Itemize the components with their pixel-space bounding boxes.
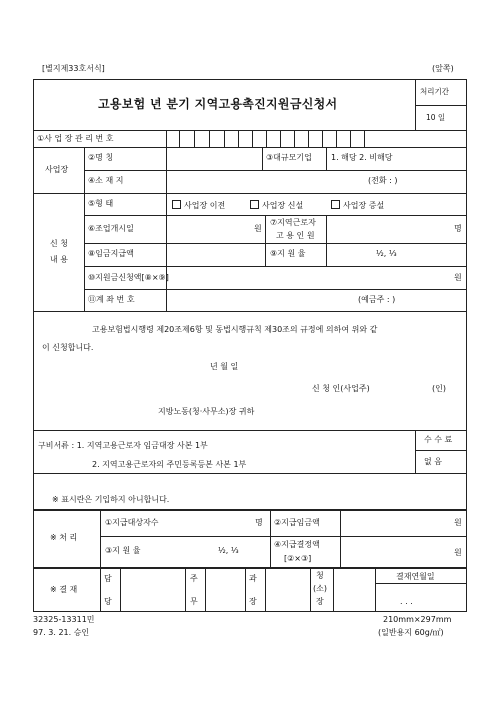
decided-amount-unit: 원 <box>454 548 462 557</box>
form-code: 32325-13311민 <box>33 615 95 624</box>
paper-type: (일반용지 60g/㎡) <box>378 628 444 637</box>
paper-size: 210mm×297mm <box>383 615 452 624</box>
approval-director-top: 청 <box>316 571 324 580</box>
process-rate-value: ½, ⅓ <box>218 546 239 555</box>
form-title: 고용보험 년 분기 지역고용촉진지원금신청서 <box>98 97 338 111</box>
workplace-name-label: ②명 칭 <box>88 153 114 162</box>
fee-value: 없 음 <box>424 457 442 466</box>
amount-label: ⑩지원금신청액[⑧×⑨] <box>88 273 169 282</box>
type-label: ⑤형 태 <box>88 199 114 208</box>
depositor-field[interactable]: (예금주 : ) <box>358 295 396 304</box>
checkbox[interactable] <box>172 200 181 209</box>
approval-chief-bottom: 무 <box>190 597 198 606</box>
fee-label: 수 수 료 <box>424 435 453 444</box>
statement-line-2: 이 신청합니다. <box>42 343 94 352</box>
reg-no-label: ①사 업 장 관 리 번 호 <box>37 134 114 143</box>
large-company-options[interactable]: 1. 해당 2. 비해당 <box>331 153 393 162</box>
apply-section-label-2: 내 용 <box>50 255 68 264</box>
rate-value: ½, ⅓ <box>376 249 397 258</box>
applicant-label: 신 청 인(사업주) <box>312 384 370 393</box>
type-option-new[interactable]: 사업장 신설 <box>250 200 303 210</box>
processing-period-label: 처리기간 <box>420 87 449 96</box>
docs-line-2: 2. 지역고용근로자의 주민등록등본 사본 1부 <box>92 460 247 469</box>
address-label: ④소 재 지 <box>88 176 124 185</box>
approval-note: 97. 3. 21. 승인 <box>33 628 90 637</box>
processing-table <box>33 510 467 568</box>
pay-wage-label: ②지급임금액 <box>274 518 320 527</box>
approval-director-bottom: 장 <box>316 597 324 606</box>
approval-manager-bottom: 장 <box>249 597 257 606</box>
approval-staff-top: 담 <box>104 574 112 583</box>
pay-wage-unit: 원 <box>454 518 462 527</box>
open-date-unit: 원 <box>254 224 262 233</box>
note-text: ※ 표시란은 기입하지 아니합니다. <box>52 495 170 504</box>
approval-director-mid: (소) <box>313 584 327 593</box>
checkbox[interactable] <box>331 200 340 209</box>
statement-line-1: 고용보험법시행령 제20조제6항 및 동법시행규칙 제30조의 규정에 의하여 위와 같 <box>92 325 378 334</box>
type-option-expand[interactable]: 사업장 증설 <box>331 200 384 210</box>
approval-manager-top: 과 <box>249 574 257 583</box>
application-date: 년 월 일 <box>210 362 239 371</box>
local-worker-unit: 명 <box>454 224 462 233</box>
approval-staff-bottom: 당 <box>104 597 112 606</box>
form-number: [별지제33호서식] <box>42 64 105 73</box>
workplace-section-label: 사업장 <box>45 165 69 174</box>
process-rate-label: ③지 원 율 <box>105 546 141 555</box>
target-count-label: ①지급대상자수 <box>105 518 159 527</box>
phone-field[interactable]: (전화 : ) <box>368 176 398 185</box>
local-worker-label-2: 고 용 인 원 <box>276 231 315 240</box>
approval-date-label: 결재연월일 <box>396 572 435 581</box>
decided-amount-label-1: ④지급결정액 <box>274 540 320 549</box>
account-label: ⑪계 좌 번 호 <box>88 295 135 304</box>
rate-label: ⑨지 원 율 <box>270 249 306 258</box>
wage-label: ⑧임금지급액 <box>88 249 134 258</box>
apply-section-label-1: 신 청 <box>50 239 68 248</box>
approval-date-value[interactable]: . . . <box>400 597 413 606</box>
recipient: 지방노동(청·사무소)장 귀하 <box>158 407 255 416</box>
processing-period-value: 10 일 <box>426 113 446 122</box>
large-company-label: ③대규모기업 <box>266 153 312 162</box>
decided-amount-label-2: [②×③] <box>284 554 312 563</box>
local-worker-label-1: ⑦지역근로자 <box>270 218 316 227</box>
checkbox[interactable] <box>250 200 259 209</box>
approval-chief-top: 주 <box>190 574 198 583</box>
docs-line-1: 구비서류 : 1. 지역고용근로자 임금대장 사본 1부 <box>38 441 208 450</box>
amount-unit: 원 <box>454 273 462 282</box>
open-date-label: ⑥조업개시일 <box>88 224 134 233</box>
type-option-relocate[interactable]: 사업장 이전 <box>172 200 225 210</box>
page-side: (앞쪽) <box>432 64 454 73</box>
processing-section-label: ※ 처 리 <box>50 533 78 542</box>
target-count-unit: 명 <box>255 518 263 527</box>
seal-mark: (인) <box>432 384 446 393</box>
approval-section-label: ※ 결 재 <box>50 585 78 594</box>
